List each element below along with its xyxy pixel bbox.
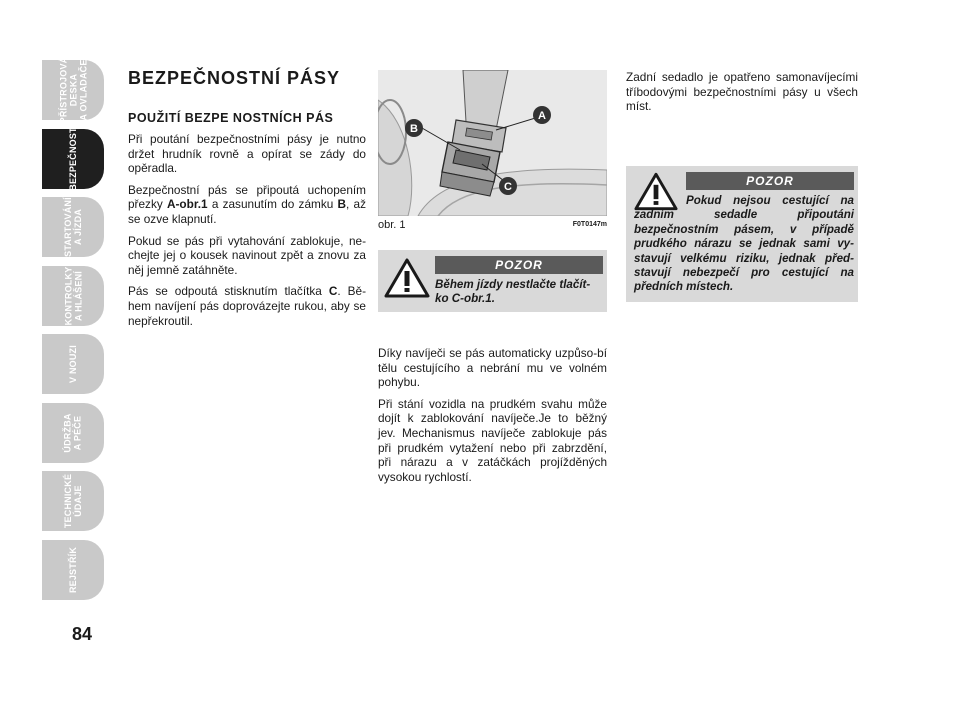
callout-c xyxy=(499,177,517,195)
callout-b xyxy=(405,119,423,137)
text-run: Pokud se pás při vytahování zablokuje, ne-chejte jej o kousek navinout zpět a znovu za něj jemně zatáhněte. xyxy=(128,233,366,277)
figure-seatbelt-buckle xyxy=(378,70,607,216)
chapter-tab xyxy=(42,56,104,124)
chapter-tab xyxy=(42,197,104,257)
text-run: a zasunutím do zámku xyxy=(207,197,338,212)
bold-reference: B xyxy=(337,197,347,212)
warning-box-1 xyxy=(378,250,607,312)
chapter-tab-label xyxy=(63,413,83,452)
warning-triangle-icon xyxy=(384,258,430,298)
body-paragraph xyxy=(128,234,366,278)
chapter-tab-label-line: A JÍZDA xyxy=(72,208,83,246)
chapter-tab xyxy=(42,403,104,463)
chapter-tab-label-line: A HLÁŠENÍ xyxy=(73,270,83,321)
figure-caption xyxy=(378,219,607,233)
chapter-tab xyxy=(42,334,104,394)
chapter-tab-label xyxy=(58,57,88,124)
chapter-tab-label xyxy=(68,127,78,191)
column-3-body xyxy=(626,70,858,121)
warning-box-2 xyxy=(626,166,858,302)
body-paragraph: Díky navíječi se pás automaticky uzpůso-bí tělu cestujícího a nebrání mu ve volném pohybu. xyxy=(378,346,607,390)
chapter-tab-label-line: STARTOVÁNÍ xyxy=(62,197,73,257)
chapter-tab-label-line: PŘÍSTROJOVÁ xyxy=(58,56,68,124)
chapter-tab-label-line: TECHNICKÉ xyxy=(63,473,73,529)
body-paragraph xyxy=(128,183,366,227)
page-title: BEZPEČNOSTNÍ PÁSY xyxy=(128,68,341,88)
chapter-tab-label-line: ÚDAJE xyxy=(73,485,83,517)
body-paragraph xyxy=(128,132,366,176)
warning-1-header: POZOR xyxy=(435,256,603,274)
body-paragraph: Při stání vozidla na prudkém svahu může dojít k zablokování navíječe.Je to běžný jev. Mechanismus navíječe zablokuje pás při prudkém vytažení nebo při zabrzdění, při nárazu a v zatáčkách projížděných vysokou rychlostí. xyxy=(378,396,607,484)
warning-1-text: Během jízdy nestlačte tlačít-ko C-obr.1. xyxy=(435,278,591,306)
text-run: Pás se odpoutá stisknutím tlačítka xyxy=(128,284,329,299)
chapter-tab-label-line: A PÉČE xyxy=(72,415,83,450)
callout-a xyxy=(533,106,551,124)
seatbelt-buckle-illustration xyxy=(378,70,607,216)
chapter-tab-label-line: KONTROLKY xyxy=(63,266,73,325)
column-1-body xyxy=(128,132,366,328)
text-run: , až se ozve klapnutí. xyxy=(128,197,366,226)
svg-text:A: A xyxy=(538,110,546,122)
warning-2-header: POZOR xyxy=(686,172,854,190)
chapter-tab-label-line: REJSTŘÍK xyxy=(67,546,78,593)
chapter-tab-label-line: DESKA xyxy=(68,73,78,107)
bold-reference: A-obr.1 xyxy=(166,197,208,212)
chapter-tab xyxy=(42,540,104,600)
chapter-tab-label-line: ÚDRŽBA xyxy=(62,412,73,453)
chapter-tab xyxy=(42,266,104,326)
text-run: . Bě-hem navíjení pás doprovázejte rukou, aby se nepřekroutil. xyxy=(128,284,366,328)
text-run: Bezpečnostní pás se připoutá uchopením přezky xyxy=(128,182,366,212)
chapter-tab-label xyxy=(63,474,83,528)
chapter-tab xyxy=(42,126,104,191)
body-paragraph xyxy=(128,284,366,328)
svg-text:C: C xyxy=(504,181,512,193)
chapter-tab xyxy=(42,471,104,531)
bold-reference: C xyxy=(328,284,338,299)
page-number: 84 xyxy=(72,624,93,644)
section-title: POUŽITÍ BEZPE NOSTNÍCH PÁS xyxy=(128,111,334,125)
chapter-tab-label xyxy=(63,197,83,257)
text-run: Při poutání bezpečnostními pásy je nutno držet hrudník rovně a opírat se zády do opěradla. xyxy=(128,132,366,176)
figure-code: F0T0147m xyxy=(572,221,607,228)
warning-2-text: Pokud nejsou cestující na zadním sedadle připoutáni bezpečnostním pásem, v případě prudkého nárazu se jednak sami vy-stavují velkému riziku, jednak před-stavují nebezpečí pro cestující na předních místech. xyxy=(634,194,854,294)
svg-text:B: B xyxy=(410,123,418,135)
chapter-tab-label-line: A OVLADAČE xyxy=(78,59,88,121)
body-paragraph: Zadní sedadlo je opatřeno samonavíjecími tříbodovými bezpečnostními pásy u všech míst. xyxy=(626,70,858,114)
figure-label: obr. 1 xyxy=(378,219,406,231)
chapter-tab-label-line: V NOUZI xyxy=(68,345,78,383)
column-2-body xyxy=(378,346,607,491)
chapter-tab-label xyxy=(68,546,78,592)
chapter-tab-label xyxy=(68,345,78,383)
column-1 xyxy=(128,68,366,335)
chapter-tab-label xyxy=(63,266,83,325)
chapter-tab-label-line: BEZPEČNOST xyxy=(68,126,79,191)
